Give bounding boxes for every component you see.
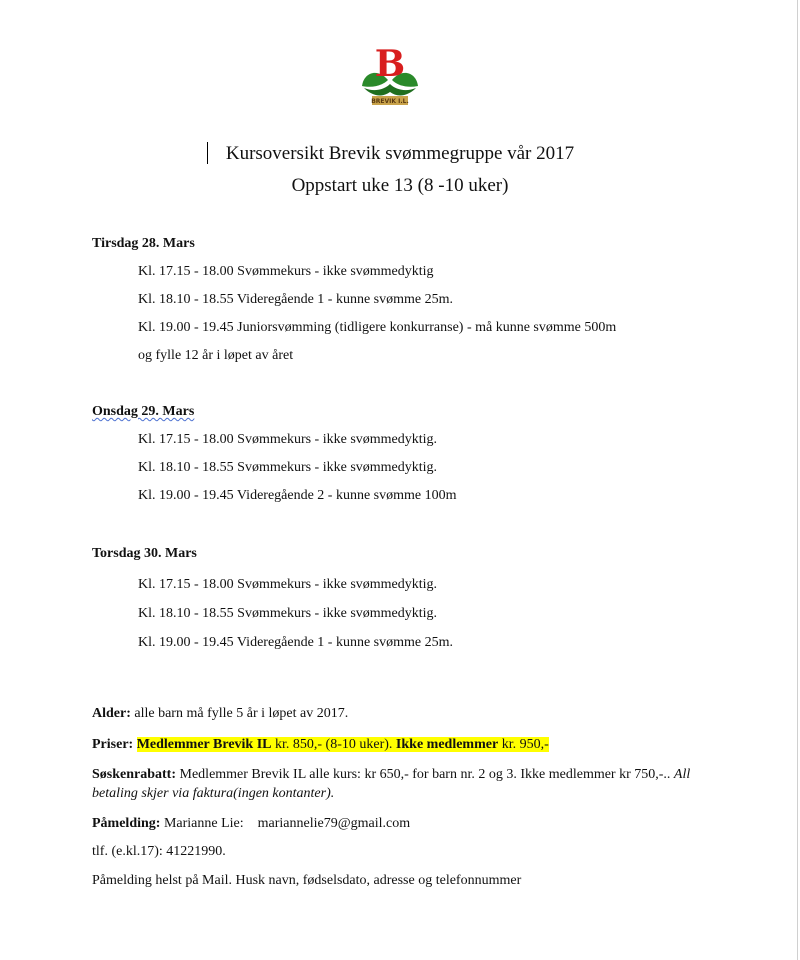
day-heading-wednesday: Onsdag 29. Mars (92, 404, 195, 419)
age-paragraph (92, 704, 732, 723)
signup-label: Påmelding: (92, 816, 161, 831)
sibling-discount-paragraph (92, 765, 732, 803)
age-text: alle barn må fylle 5 år i løpet av 2017. (130, 706, 349, 721)
brevik-il-logo (358, 40, 422, 108)
document-title: Kursoversikt Brevik svømmegruppe vår 2017 (225, 143, 575, 164)
price-nonmembers-text: kr. 950,- (498, 737, 549, 752)
phone-line: tlf. (e.kl.17): 41221990. (92, 844, 226, 859)
schedule-line: Kl. 17.15 - 18.00 Svømmekurs - ikke svømmedyktig. (138, 577, 438, 592)
signup-paragraph (92, 814, 732, 833)
price-members-label: Medlemmer Brevik IL (136, 737, 272, 752)
age-label: Alder: (92, 706, 131, 721)
sibling-text: Medlemmer Brevik IL alle kurs: kr 650,- for barn nr. 2 og 3. Ikke medlemmer kr 750,-.. (176, 767, 674, 782)
schedule-line: Kl. 18.10 - 18.55 Videregående 1 - kunne svømme 25m. (138, 292, 454, 307)
schedule-line: og fylle 12 år i løpet av året (138, 348, 294, 363)
schedule-line: Kl. 18.10 - 18.55 Svømmekurs - ikke svømmedyktig. (138, 606, 438, 621)
logo-caption: BREVIK I.L. (371, 98, 409, 105)
schedule-line: Kl. 17.15 - 18.00 Svømmekurs - ikke svømmedyktig (138, 264, 434, 279)
price-members-text: kr. 850,- (8-10 uker). (271, 737, 396, 752)
signup-email: mariannelie79@gmail.com (257, 816, 411, 831)
logo-letter: B (374, 43, 406, 85)
schedule-line: Kl. 17.15 - 18.00 Svømmekurs - ikke svømmedyktig. (138, 432, 438, 447)
signup-name: Marianne Lie: (160, 816, 244, 831)
schedule-line: Kl. 18.10 - 18.55 Svømmekurs - ikke svømmedyktig. (138, 460, 438, 475)
day-heading-thursday: Torsdag 30. Mars (92, 546, 197, 561)
price-paragraph (92, 735, 732, 754)
schedule-line: Kl. 19.00 - 19.45 Videregående 1 - kunne svømme 25m. (138, 635, 454, 650)
sibling-label: Søskenrabatt: (92, 767, 177, 782)
price-nonmembers-label: Ikke medlemmer (395, 737, 499, 752)
day-heading-tuesday: Tirsdag 28. Mars (92, 236, 195, 251)
schedule-line: Kl. 19.00 - 19.45 Juniorsvømming (tidligere konkurranse) - må kunne svømme 500m (138, 320, 617, 335)
signup-note: Påmelding helst på Mail. Husk navn, fødselsdato, adresse og telefonnummer (92, 873, 522, 888)
document-subtitle: Oppstart uke 13 (8 -10 uker) (291, 175, 509, 196)
price-label: Priser: (92, 737, 134, 752)
schedule-line: Kl. 19.00 - 19.45 Videregående 2 - kunne svømme 100m (138, 488, 457, 503)
payment-note: All betaling skjer via faktura(ingen kontanter). (92, 767, 691, 801)
